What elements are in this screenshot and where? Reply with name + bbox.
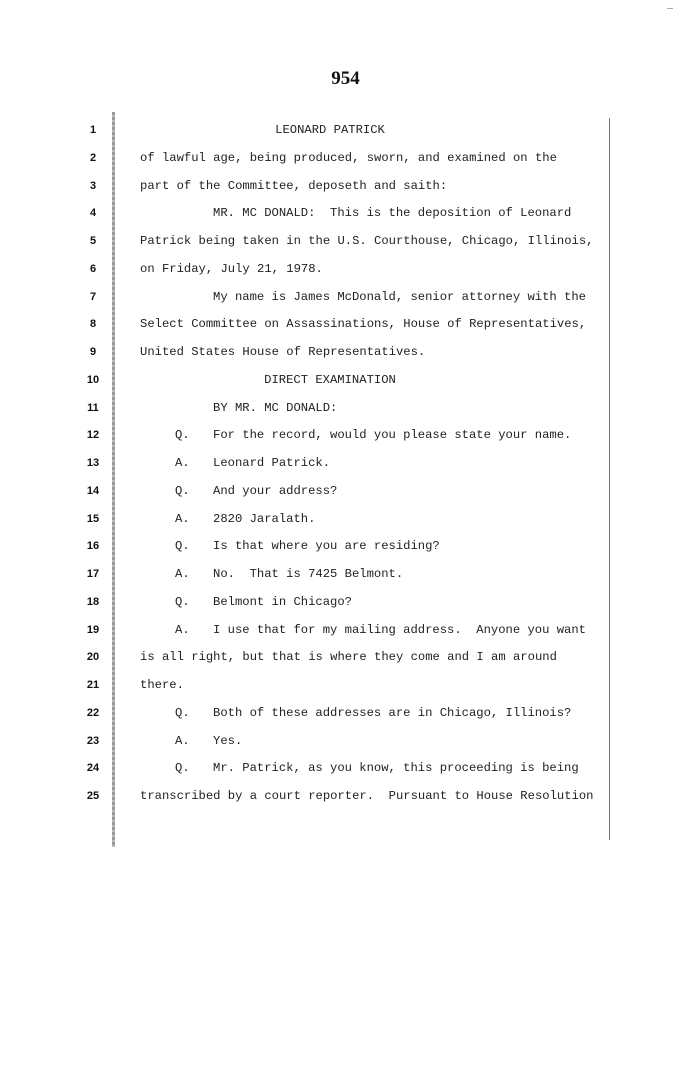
line-number: 2 bbox=[89, 151, 97, 164]
transcript-line bbox=[0, 536, 691, 556]
transcript-line bbox=[0, 592, 691, 612]
question-marker: Q. bbox=[175, 483, 190, 498]
line-text: 2820 Jaralath. bbox=[213, 511, 316, 526]
line-text: MR. MC DONALD: This is the deposition of Leonard bbox=[213, 206, 572, 221]
line-text: there. bbox=[140, 678, 184, 692]
transcript-line bbox=[0, 176, 691, 196]
question-marker: Q. bbox=[175, 761, 190, 776]
line-text: Leonard Patrick. bbox=[213, 456, 331, 470]
transcript-line bbox=[0, 564, 691, 584]
line-text: Mr. Patrick, as you know, this proceeding is being bbox=[213, 761, 579, 776]
line-number: 13 bbox=[86, 457, 100, 469]
line-number: 22 bbox=[86, 706, 100, 719]
line-number: 15 bbox=[86, 512, 100, 525]
transcript-line bbox=[0, 758, 691, 778]
line-number: 5 bbox=[89, 235, 97, 247]
line-text: And your address? bbox=[213, 483, 338, 498]
line-text: of lawful age, being produced, sworn, and examined on the bbox=[140, 150, 557, 165]
line-text: For the record, would you please state your name. bbox=[213, 428, 572, 443]
line-text: Select Committee on Assassinations, House of Representatives, bbox=[140, 317, 587, 332]
line-text: part of the Committee, deposeth and saith: bbox=[140, 178, 448, 193]
line-text: Belmont in Chicago? bbox=[213, 594, 352, 609]
transcript-line bbox=[0, 342, 691, 362]
transcript-line bbox=[0, 370, 691, 390]
transcript-line bbox=[0, 620, 691, 640]
question-marker: Q. bbox=[175, 428, 190, 443]
transcript-line bbox=[0, 731, 691, 751]
line-text: Both of these addresses are in Chicago, Illinois? bbox=[213, 705, 572, 720]
line-number: 6 bbox=[89, 262, 97, 275]
line-number: 17 bbox=[86, 568, 100, 580]
transcript-line bbox=[0, 231, 691, 251]
line-text: United States House of Representatives. bbox=[140, 345, 426, 359]
answer-marker: A. bbox=[175, 622, 190, 637]
section-heading: LEONARD PATRICK bbox=[275, 123, 385, 137]
line-number: 21 bbox=[86, 679, 100, 691]
line-text: BY MR. MC DONALD: bbox=[213, 400, 338, 415]
line-number: 3 bbox=[89, 179, 97, 192]
line-text: I use that for my mailing address. Anyone you want bbox=[213, 622, 586, 637]
line-number: 20 bbox=[86, 651, 100, 664]
question-marker: Q. bbox=[175, 539, 190, 554]
transcript-line bbox=[0, 425, 691, 445]
line-number: 9 bbox=[89, 346, 97, 358]
transcript-line bbox=[0, 148, 691, 168]
transcript-line bbox=[0, 203, 691, 223]
line-text: Patrick being taken in the U.S. Courthouse, Chicago, Illinois, bbox=[140, 234, 594, 248]
transcript-line bbox=[0, 675, 691, 695]
transcript-line bbox=[0, 398, 691, 418]
line-number: 4 bbox=[89, 207, 97, 220]
line-number: 23 bbox=[86, 734, 100, 747]
line-text: is all right, but that is where they come and I am around bbox=[140, 650, 557, 665]
line-number: 18 bbox=[86, 595, 100, 608]
line-text: No. That is 7425 Belmont. bbox=[213, 567, 404, 581]
line-number: 11 bbox=[87, 401, 99, 414]
line-text: transcribed by a court reporter. Pursuant to House Resolution bbox=[140, 789, 594, 803]
line-number: 7 bbox=[89, 290, 97, 303]
line-number: 25 bbox=[86, 790, 100, 802]
answer-marker: A. bbox=[175, 733, 190, 748]
transcript-line bbox=[0, 647, 691, 667]
transcript-line bbox=[0, 287, 691, 307]
transcript-line bbox=[0, 481, 691, 501]
transcript-line bbox=[0, 703, 691, 723]
question-marker: Q. bbox=[175, 594, 190, 609]
line-number: 1 bbox=[89, 124, 97, 136]
line-number: 8 bbox=[89, 318, 97, 331]
line-number: 10 bbox=[86, 373, 100, 386]
line-text: My name is James McDonald, senior attorney with the bbox=[213, 289, 586, 304]
scan-mark bbox=[667, 8, 673, 9]
answer-marker: A. bbox=[175, 567, 190, 581]
transcript-line bbox=[0, 453, 691, 473]
transcript-line bbox=[0, 120, 691, 140]
line-text: Yes. bbox=[213, 733, 243, 748]
transcript-line bbox=[0, 509, 691, 529]
line-text: on Friday, July 21, 1978. bbox=[140, 261, 323, 276]
line-text: Is that where you are residing? bbox=[213, 539, 440, 554]
line-number: 19 bbox=[86, 623, 100, 636]
section-heading: DIRECT EXAMINATION bbox=[264, 372, 396, 387]
question-marker: Q. bbox=[175, 705, 190, 720]
transcript-line bbox=[0, 786, 691, 806]
line-number: 14 bbox=[86, 484, 100, 497]
answer-marker: A. bbox=[175, 456, 190, 470]
line-number: 24 bbox=[86, 762, 100, 775]
line-number: 12 bbox=[86, 429, 100, 442]
transcript-line bbox=[0, 259, 691, 279]
answer-marker: A. bbox=[175, 511, 190, 526]
page-number: 954 bbox=[331, 68, 360, 89]
transcript-line bbox=[0, 314, 691, 334]
line-number: 16 bbox=[86, 540, 100, 553]
